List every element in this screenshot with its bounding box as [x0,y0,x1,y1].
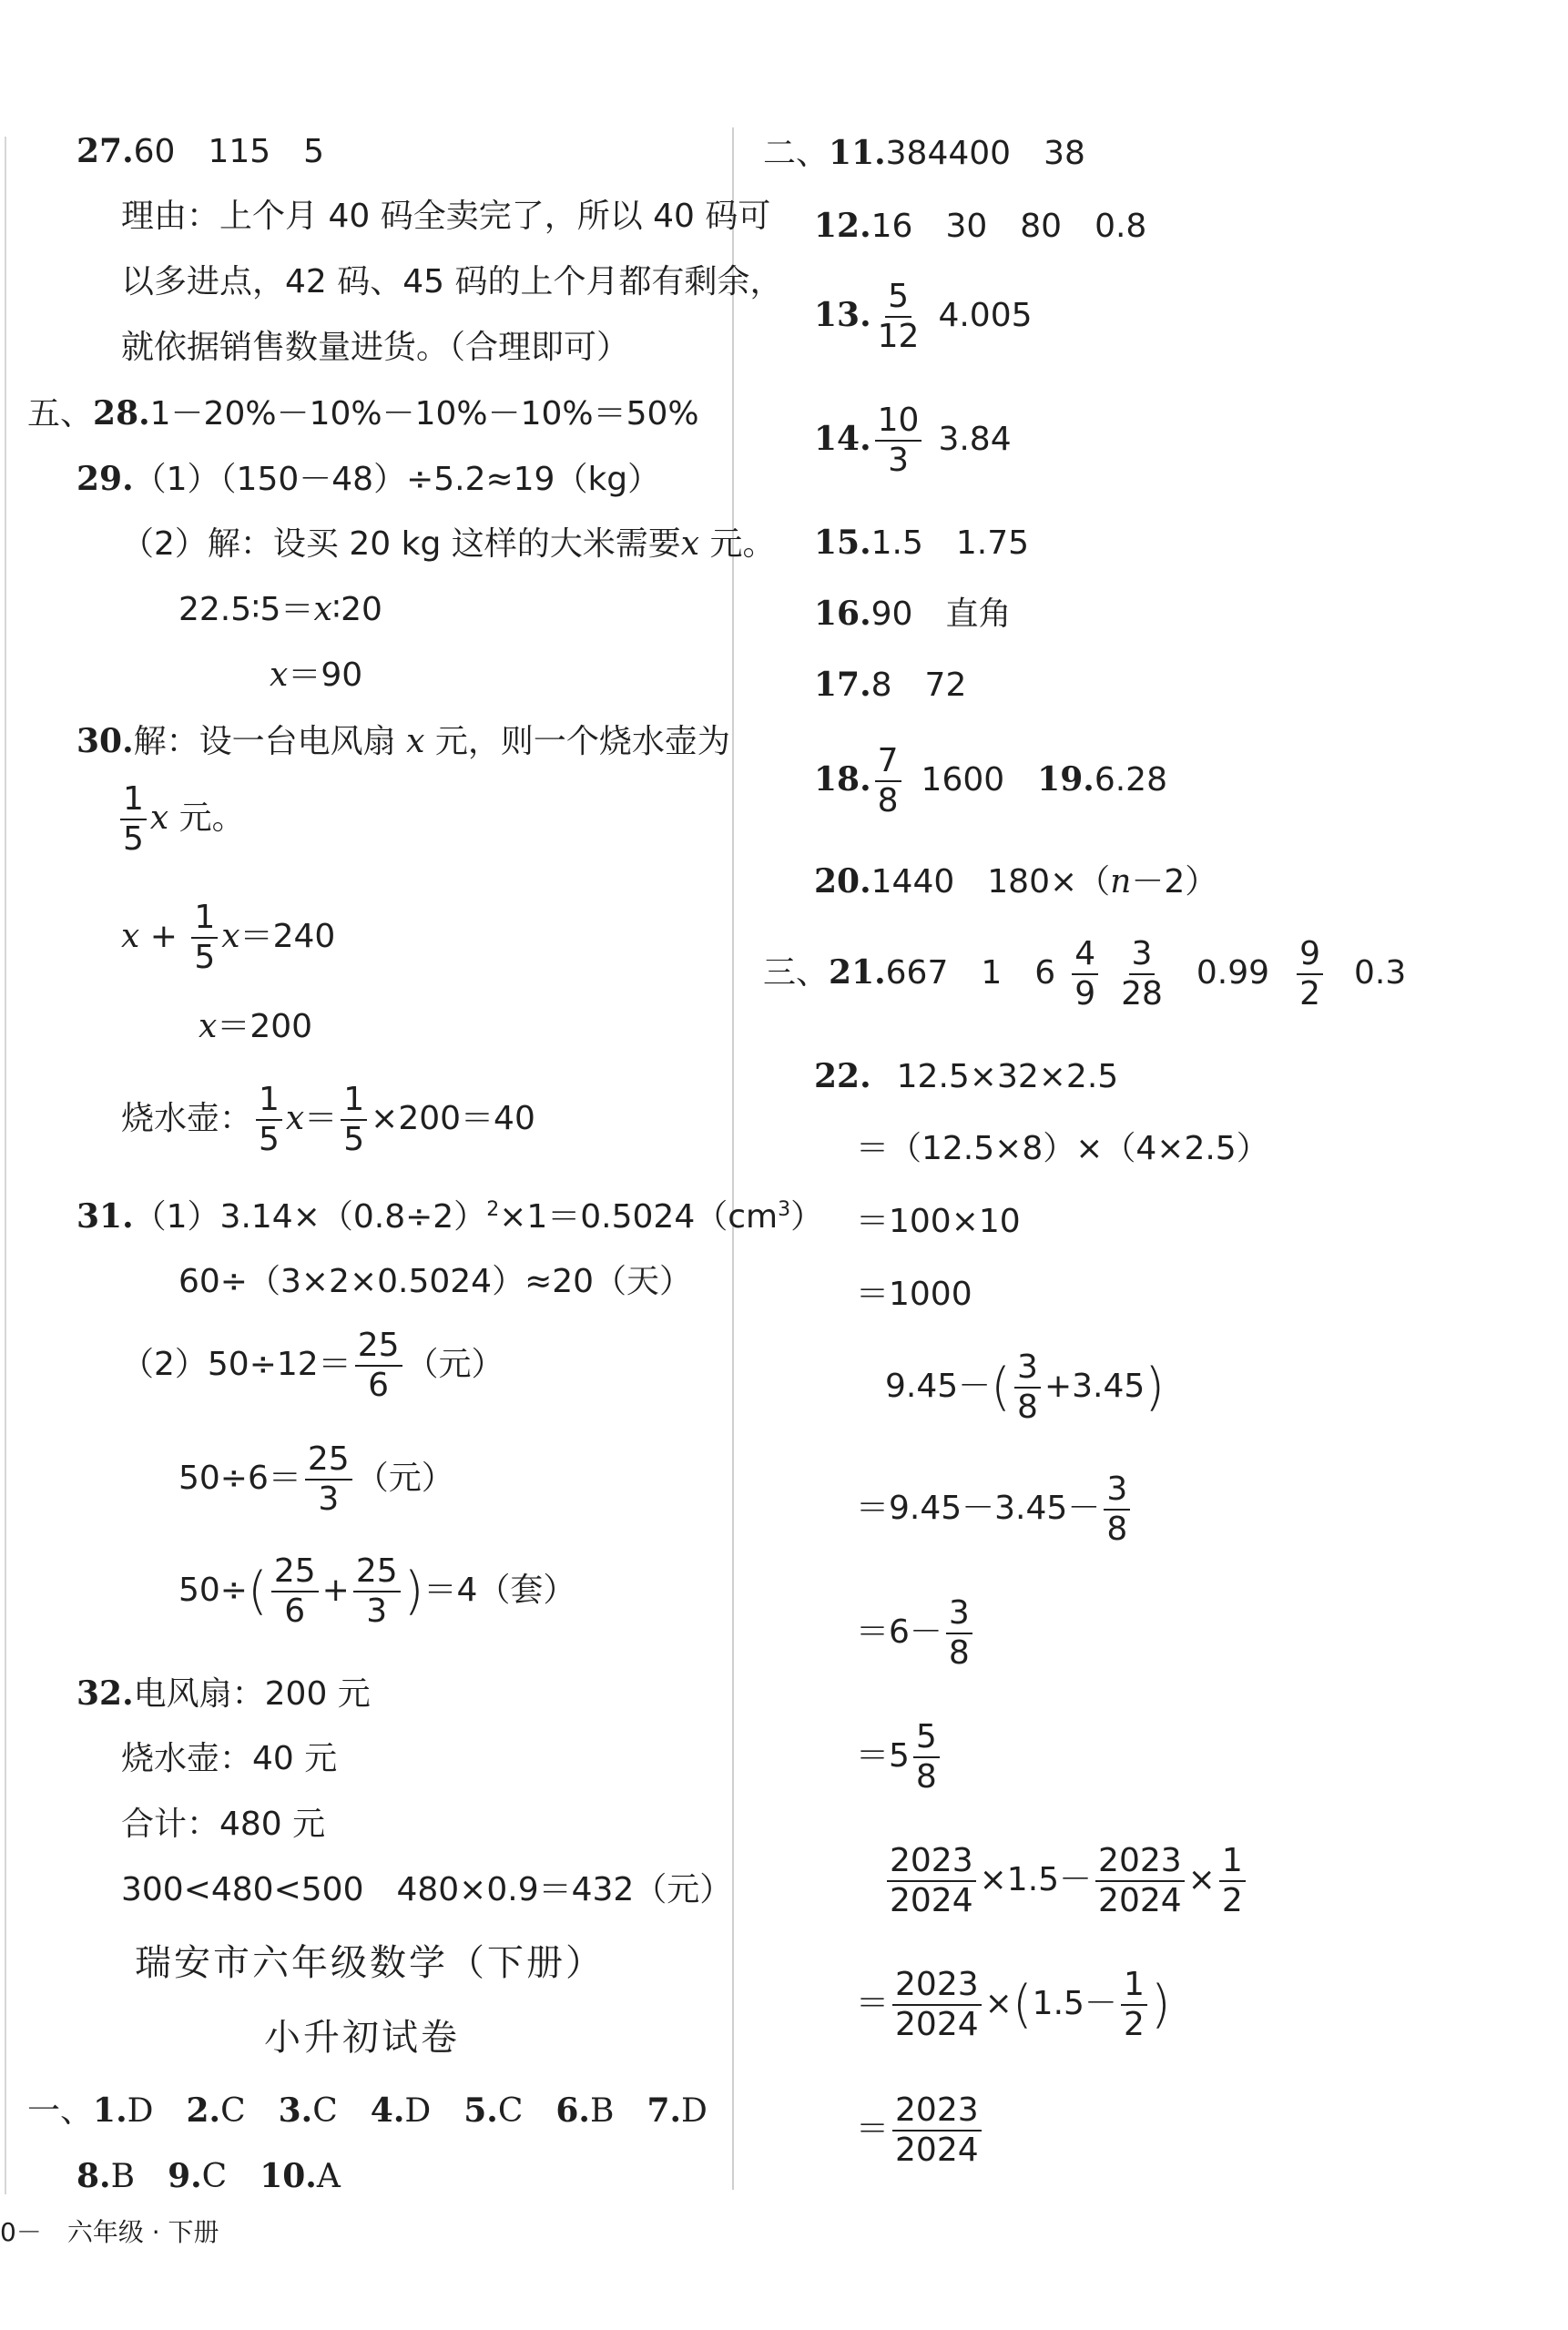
mc-answer [647,2092,707,2130]
fraction-denominator: 2024 [890,1882,973,1919]
mc-number: 7. [647,2091,682,2130]
section-1-row1 [27,2091,740,2130]
q31-line1 [76,1197,824,1236]
fraction-denominator: 5 [194,939,216,976]
mc-answer [93,2092,153,2130]
mc-answer [463,2092,523,2130]
q30-kettle-eq: ＝ [304,1100,338,1137]
fraction-25-6 [271,1552,319,1630]
q22-expr2-step2 [856,1594,976,1672]
q18-number: 18. [814,760,871,799]
fraction-denominator: 3 [888,442,909,479]
fraction-denominator: 5 [123,820,144,858]
q21-text-a: 667 1 6 [885,954,1056,992]
q13-text: 4.005 [938,297,1033,334]
section-2-line [763,134,1085,172]
fraction-numerator: 1 [341,1084,367,1121]
q22-step1: 12.5×32×2.5 [896,1058,1119,1095]
q20-end: －2） [1131,863,1218,900]
fraction-numerator: 2023 [892,2094,982,2132]
q29-part1 [76,460,661,498]
fraction-numerator: 5 [913,1721,940,1758]
yuan-unit: （元） [405,1346,504,1383]
fraction-numerator: 3 [1014,1351,1041,1389]
q30-solution [199,1008,313,1045]
q18-fraction [875,742,901,819]
fraction-numerator: 1 [191,901,218,939]
mc-choice: C [220,2092,246,2130]
q31-line5-text: 50÷ [178,1572,248,1609]
q21-text-b: 0.99 [1196,954,1270,992]
q27-reason-3: 就依据销售数量进货。（合理即可） [121,329,630,366]
q31-line5-end: ＝4（套） [423,1572,576,1609]
q30-eq-plus: + [139,918,188,955]
mc-number: 1. [93,2091,127,2130]
q30-line1 [76,722,730,760]
q32-fan: 电风扇：200 元 [133,1675,371,1713]
fraction-denominator: 8 [1106,1511,1128,1548]
q29-part2-text: （2）解：设买 20 kg 这样的大米需要 [121,525,681,563]
mc-number: 9. [168,2157,202,2195]
fraction-numerator: 2023 [887,1845,976,1882]
q30-kettle [121,1081,535,1158]
q15-text: 1.5 1.75 [871,524,1030,562]
q20-number: 20. [814,862,871,900]
q30-equation [121,901,335,974]
q29-var: x [680,525,700,563]
mc-answer [76,2158,135,2195]
fraction-numerator: 9 [1297,938,1323,975]
fraction-denominator: 8 [948,1634,970,1672]
q30-text-b: 元，则一个烧水壶为 [424,723,730,760]
q21-fraction-2 [1118,935,1166,1012]
q32-compare: 300<480<500 480×0.9＝432（元） [121,1871,733,1908]
q31-text-c: ） [790,1198,824,1236]
fraction-denominator: 2 [1221,1882,1243,1919]
fraction-3-8 [946,1594,972,1672]
fraction-denominator: 9 [1074,975,1096,1012]
times-sign: × [984,1985,1013,2022]
exam-subtitle: 小升初试卷 [264,2017,460,2059]
q22-number: 22. [814,1057,871,1095]
fraction-denominator: 2 [1299,975,1320,1012]
fraction-denominator: 8 [877,782,899,819]
mc-choice: B [110,2158,136,2195]
q22-step3: ＝100×10 [856,1203,1021,1240]
fraction-denominator: 2024 [895,2132,979,2169]
q29-proportion [178,591,382,628]
mc-choice: C [201,2158,228,2195]
q30-sol-value: ＝200 [217,1008,313,1045]
fraction-5-8 [913,1718,940,1796]
fraction-numerator: 4 [1072,938,1098,975]
q12-text: 16 30 80 0.8 [871,208,1147,245]
q17-text: 8 72 [871,666,967,704]
q16-text: 90 直角 [871,595,1012,633]
fraction-1-2 [1219,1842,1246,1919]
q31-line4 [178,1440,454,1518]
q30-text-a: 解：设一台电风扇 [133,723,407,760]
q32-line1 [76,1674,371,1713]
q27-reason-2: 以多进点，42 码、45 码的上个月都有剩余， [121,263,783,300]
q31-line5 [178,1552,576,1630]
mc-choice: A [316,2158,341,2195]
mc-choice: C [312,2092,338,2130]
section-3-line [763,935,1407,1012]
fraction-one-fifth [120,780,147,858]
mc-answers-row1 [93,2092,740,2130]
q30-kettle-var: x [285,1100,305,1137]
fraction-25-6 [355,1329,402,1402]
mc-choice: D [127,2092,154,2130]
yuan-unit: （元） [355,1460,454,1497]
fraction-one-fifth [256,1081,282,1158]
paren-left: ( [991,1358,1012,1417]
q31-line2: 60÷（3×2×0.5024）≈20（天） [178,1263,693,1300]
fraction-1-2 [1121,1966,1147,2043]
mc-answer [555,2092,614,2130]
fraction-denominator: 5 [259,1121,280,1158]
fraction-numerator: 1 [256,1084,282,1121]
q19-number: 19. [1037,760,1095,799]
mc-number: 5. [463,2091,498,2130]
q22-expr2 [885,1348,1166,1426]
fraction-2023-2024 [892,1966,982,2043]
q22-expr2-a: 9.45－ [885,1368,992,1405]
q22-expr2-result [856,1718,943,1796]
fraction-denominator: 6 [284,1592,306,1630]
q18-line [814,742,1167,819]
q22-expr2-step1-text: ＝9.45－3.45－ [856,1490,1101,1527]
q27-number: 27. [76,132,134,170]
mc-answer [371,2092,431,2130]
fraction-3-8 [1104,1470,1130,1548]
q14-number: 14. [814,420,871,458]
left-margin-rule [5,137,6,2194]
fraction-denominator: 2 [1123,2006,1145,2043]
q27-line [76,132,325,170]
plus-sign: + [321,1572,350,1609]
q30-kettle-end: ×200＝40 [371,1100,535,1137]
fraction-numerator: 1 [120,783,147,820]
fraction-numerator: 3 [1129,938,1156,975]
paren-right: ) [1150,1975,1171,2034]
q30-line2 [117,780,245,858]
q15-line [814,526,1029,560]
q22-expr3-times: × [1187,1861,1216,1898]
q22-expr2-b: +3.45 [1044,1368,1145,1405]
q22-expr2-result-whole: ＝5 [856,1737,910,1775]
fraction-denominator: 8 [915,1758,937,1796]
section-5-line [27,394,699,432]
q14-fraction [875,404,922,477]
q31-text-a: （1）3.14×（0.8÷2） [133,1198,487,1236]
q17-number: 17. [814,666,871,704]
mc-answer [279,2092,338,2130]
q31-number: 31. [76,1197,134,1236]
section-1-row2 [76,2157,373,2195]
mc-choice: D [681,2092,708,2130]
paren-left: ( [1012,1975,1033,2034]
fraction-3-8 [1014,1348,1041,1426]
exam-title: 瑞安市六年级数学（下册） [135,1942,605,1984]
fraction-numerator: 10 [875,404,922,442]
fraction-2023-2024 [892,2091,982,2169]
q18-text: 1600 [921,761,1005,799]
fraction-numerator: 3 [1104,1473,1130,1511]
q22-expr3-a: ×1.5－ [979,1861,1093,1898]
q29-part1-text: （1）（150－48）÷5.2≈19（kg） [133,461,661,498]
q29-eq2-var: x [270,656,289,694]
q15-number: 15. [814,524,871,562]
q32-number: 32. [76,1674,134,1713]
q30-var: x [406,723,425,760]
fraction-denominator: 28 [1121,975,1163,1012]
fraction-numerator: 25 [355,1329,402,1367]
fraction-denominator: 3 [366,1592,388,1630]
mc-choice: B [589,2092,615,2130]
q21-text-c: 0.3 [1353,954,1407,992]
q30-eq-var: x [121,918,140,955]
q31-line3 [121,1329,504,1402]
q20-line [814,862,1218,900]
q21-fraction-1 [1072,935,1098,1012]
paren-left: ( [247,1562,268,1621]
section-1-label: 一、 [27,2092,94,2130]
q20-text: 1440 180×（ [871,863,1111,900]
q11-number: 11. [829,134,886,172]
fraction-one-fifth [341,1081,367,1158]
equals-sign: ＝ [856,1985,890,2022]
fraction-denominator: 6 [368,1367,390,1404]
q13-line [814,280,1033,353]
q22-expr2-step1 [856,1470,1134,1548]
fraction-numerator: 1 [1219,1845,1246,1882]
mc-number: 3. [278,2091,313,2130]
section-2-label: 二、 [763,135,830,172]
q31-line4-text: 50÷6＝ [178,1460,301,1497]
q29-eq1-var: x [313,591,332,628]
q30-eq-var2: x [221,918,240,955]
q22-expr2-step2-text: ＝6－ [856,1613,942,1651]
q11-text: 384400 38 [885,135,1085,172]
q13-fraction [875,280,922,353]
fraction-denominator: 2024 [895,2006,979,2043]
q30-number: 30. [76,722,134,760]
fraction-numerator: 2023 [1095,1845,1185,1882]
q22-step2: ＝（12.5×8）×（4×2.5） [856,1130,1269,1167]
paren-right: ) [1145,1358,1166,1417]
fraction-denominator: 12 [877,318,920,355]
mc-answers-row2 [76,2158,373,2195]
fraction-numerator: 25 [305,1443,352,1480]
q22-expr3 [883,1842,1249,1919]
section-3-label: 三、 [763,954,830,992]
q29-part2 [121,525,776,563]
q19-text: 6.28 [1094,761,1167,799]
q29-eq1-left: 22.5∶5＝ [178,591,314,628]
mc-answer [186,2092,245,2130]
q16-number: 16. [814,595,871,633]
q21-number: 21. [829,953,886,992]
q29-part2-end: 元。 [699,525,776,563]
q20-var: n [1110,863,1132,900]
q30-line2-var: x [149,799,169,837]
mc-number: 2. [186,2091,221,2130]
fraction-denominator: 3 [318,1480,340,1518]
fraction-denominator: 8 [1017,1389,1038,1426]
q22-expr3-step1 [856,1966,1171,2043]
fraction-numerator: 25 [353,1555,401,1592]
q31-text-b: ×1＝0.5024（cm [499,1198,779,1236]
fraction-numerator: 25 [271,1555,319,1592]
fraction-numerator: 3 [946,1597,972,1634]
q27-answer: 60 115 5 [133,133,325,170]
q31-exponent: 2 [486,1198,500,1221]
q14-text: 3.84 [938,421,1012,458]
section-5-label: 五、 [27,395,94,432]
q22-expr3-result [856,2091,985,2169]
fraction-numerator: 7 [875,745,901,782]
mc-number: 8. [76,2157,111,2195]
fraction-numerator: 2023 [892,1969,982,2006]
q30-kettle-label: 烧水壶： [121,1100,253,1137]
q22-line1 [814,1057,1119,1095]
equals-sign: ＝ [856,2111,890,2148]
q14-line [814,404,1012,477]
q29-solution [270,656,363,694]
mc-number: 4. [370,2091,405,2130]
q27-reason-1: 理由：上个月 40 码全卖完了，所以 40 码可 [121,198,771,235]
mc-answer [168,2158,227,2195]
fraction-25-3 [353,1552,401,1630]
fraction-denominator: 5 [343,1121,365,1158]
fraction-one-fifth [191,901,218,974]
fraction-2023-2024 [887,1842,976,1919]
q22-expr3-inner: 1.5－ [1032,1985,1117,2022]
q29-eq2-value: ＝90 [288,656,363,694]
q30-eq-end: ＝240 [239,918,336,955]
q28-text: 1－20%－10%－10%－10%＝50% [149,395,699,432]
q29-eq1-right: ∶20 [331,591,382,628]
q12-number: 12. [814,207,871,245]
q22-step4: ＝1000 [856,1276,972,1313]
q30-line2-end: 元。 [168,799,245,837]
q28-number: 28. [93,394,150,432]
fraction-denominator: 2024 [1098,1882,1182,1919]
q32-total: 合计：480 元 [121,1806,326,1843]
q16-line [814,597,1011,631]
mc-number: 10. [260,2157,317,2195]
q17-line [814,668,966,702]
q29-number: 29. [76,460,134,498]
fraction-25-3 [305,1440,352,1518]
q30-sol-var: x [199,1008,218,1045]
q31-cubed: 3 [778,1198,791,1221]
q31-line3-text: （2）50÷12＝ [121,1346,351,1383]
fraction-numerator: 1 [1121,1969,1147,2006]
mc-choice: D [404,2092,432,2130]
mc-choice: C [497,2092,524,2130]
mc-number: 6. [555,2091,590,2130]
fraction-numerator: 5 [885,280,911,318]
q13-number: 13. [814,296,871,334]
mc-answer [260,2158,341,2195]
q21-fraction-3 [1297,935,1323,1012]
q12-line [814,209,1146,243]
fraction-2023-2024 [1095,1842,1185,1919]
q32-kettle: 烧水壶：40 元 [121,1740,338,1777]
paren-right: ) [403,1562,424,1621]
page-footer: 0－ 六年级 · 下册 [0,2217,219,2247]
